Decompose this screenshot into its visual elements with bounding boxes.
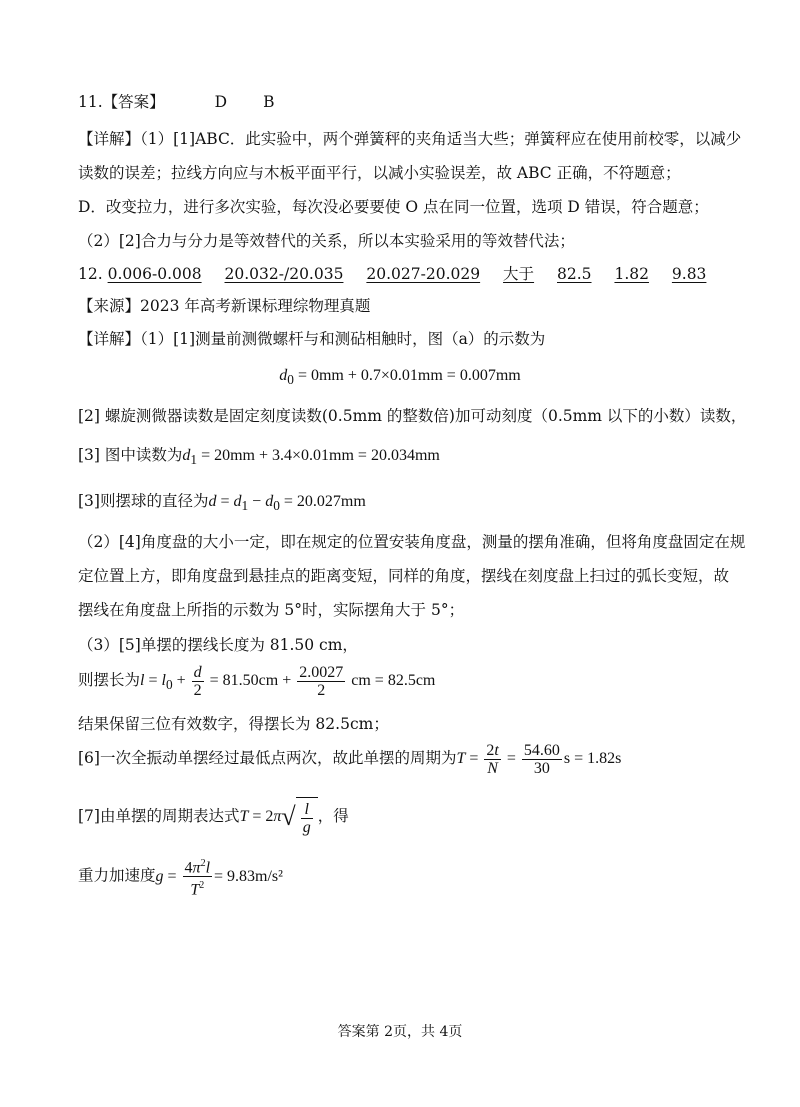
q12-result-line: 结果保留三位有效数字，得摆长为 82.5cm；: [78, 715, 389, 733]
g-result: = 9.83m/s²: [214, 867, 283, 885]
fraction-period-values: [522, 742, 562, 777]
period-den: 30: [533, 759, 550, 777]
q12-gravity-line: 重力加速度g = $\frac{4\pi^2l}{T^2}$ = 9.83m/s²: [78, 855, 283, 899]
fraction-g-formula: $\frac{4\pi^2l}{T^2}$: [183, 855, 212, 899]
fraction-2t-over-n: $\frac{2t}{N}$: [486, 741, 499, 777]
q12-para3-line1: （3）[5]单摆的摆线长度为 81.50 cm，: [78, 636, 358, 654]
sqrt-l-over-g: √ $\frac{l}{g}$: [281, 797, 317, 838]
q11-detail-line3: D．改变拉力，进行多次实验，每次没必要要使 O 点在同一位置，选项 D 错误，符合题意；: [78, 198, 709, 216]
q12-para2-line2: 定位置上方，即角度盘到悬挂点的距离变短，同样的角度，摆线在刻度盘上扫过的弧长变短，故: [78, 567, 730, 585]
q12-g-prefix: 重力加速度: [78, 866, 156, 885]
q12-para2-line1: （2）[4]角度盘的大小一定，即在规定的位置安装角度盘，测量的摆角准确，但将角度盘固定在规: [78, 533, 746, 551]
q11-answer-b: B: [263, 93, 275, 111]
q12-answer-6: 1.82: [614, 265, 649, 283]
q12-para2-line3: 摆线在角度盘上所指的示数为 5°时，实际摆角大于 5°；: [78, 601, 465, 619]
q12-source: 【来源】2023 年高考新课标理综物理真题: [78, 297, 371, 315]
length-eq-end: cm = 82.5cm: [351, 672, 436, 689]
q12-answer-7: 9.83: [671, 265, 707, 283]
equation-d0-body: 0mm + 0.7×0.01mm = 0.007mm: [310, 367, 521, 384]
q12-answer-line: [78, 264, 724, 284]
equation-d0: $d_0 = 0mm + 0.7\times 0.01mm = 0.007mm$: [279, 367, 521, 388]
q12-detail-intro: 【详解】（1）[1]测量前测微螺杆与和测砧相触时，图（a）的示数为: [78, 330, 546, 348]
q12-line2: [2] 螺旋测微器读数是固定刻度读数(0.5mm 的整数倍)加可动刻度（0.5mm 以下的小数）读数，: [78, 407, 747, 425]
q12-number: 12.: [78, 265, 103, 283]
q12-formula-line: [7]由单摆的周期表达式T = 2π√ $\frac{l}{g}$ ，得: [78, 796, 349, 838]
q12-answer-2: 20.032-/20.035: [224, 265, 344, 283]
q12-answer-4: 大于: [503, 265, 535, 283]
period-num: 54.60: [523, 741, 560, 759]
q12-period-prefix: [6]一次全振动单摆经过最低点两次，故此单摆的周期为: [78, 749, 457, 767]
q11-detail-line1: 【详解】（1）[1]ABC．此实验中，两个弹簧秤的夹角适当大些；弹簧秤应在使用前校零，以减少: [78, 130, 742, 148]
q11-detail-line4: （2）[2]合力与分力是等效替代的关系，所以本实验采用的等效替代法；: [78, 232, 575, 250]
q12-formula-prefix: [7]由单摆的周期表达式: [78, 807, 240, 825]
q12-line3: [3] 图中读数为$d_1 = 20mm + 3.4\times 0.01mm = 20.034mm$: [78, 446, 440, 468]
q12-period-line: [6]一次全振动单摆经过最低点两次，故此单摆的周期为T = $\frac{2t}{N}$ = $\frac{54.60}{30}$ s = 1.82s: [78, 741, 622, 777]
fraction-num: 2.0027: [299, 663, 344, 681]
fraction-d-over-2: $\frac{d}{2}$: [193, 663, 202, 699]
fraction-diameter-over-2: [297, 664, 345, 699]
equation-d-result: 20.027mm: [296, 493, 366, 510]
q12-length-line: 则摆长为$l = l_0$ + $\frac{d}{2}$ = 81.50cm + $\frac{2.0027}{2}$ cm = 82.5cm: [78, 663, 436, 699]
q12-line3-prefix: [3] 图中读数为: [78, 446, 183, 464]
page-footer: 答案第 2页，共 4页: [337, 1024, 463, 1040]
period-result: s = 1.82s: [563, 750, 622, 767]
equation-d1-body: 20mm + 3.4×0.01mm = 20.034mm: [214, 447, 440, 464]
q11-detail-line2: 读数的误差；拉线方向应与木板平面平行，以减小实验误差，故 ABC 正确，不符题意；: [78, 164, 681, 182]
fraction-den: 2: [317, 681, 326, 699]
q11-answer-a: D: [214, 93, 228, 111]
q11-heading: 11.【答案】: [78, 93, 165, 111]
q12-answer-5: 82.5: [557, 265, 592, 283]
q11-answer-line: [78, 92, 274, 112]
q12-length-prefix: 则摆长为: [78, 671, 141, 689]
q12-answer-1: 0.006-0.008: [107, 265, 202, 283]
q12-formula-suffix: ，得: [317, 807, 349, 825]
length-eq-mid: = 81.50cm +: [209, 672, 292, 689]
q12-line4: [3]则摆球的直径为$d = d_1 - d_0 = 20.027mm$: [78, 492, 366, 514]
q12-answer-3: 20.027-20.029: [366, 265, 481, 283]
q12-line4-prefix: [3]则摆球的直径为: [78, 492, 209, 510]
